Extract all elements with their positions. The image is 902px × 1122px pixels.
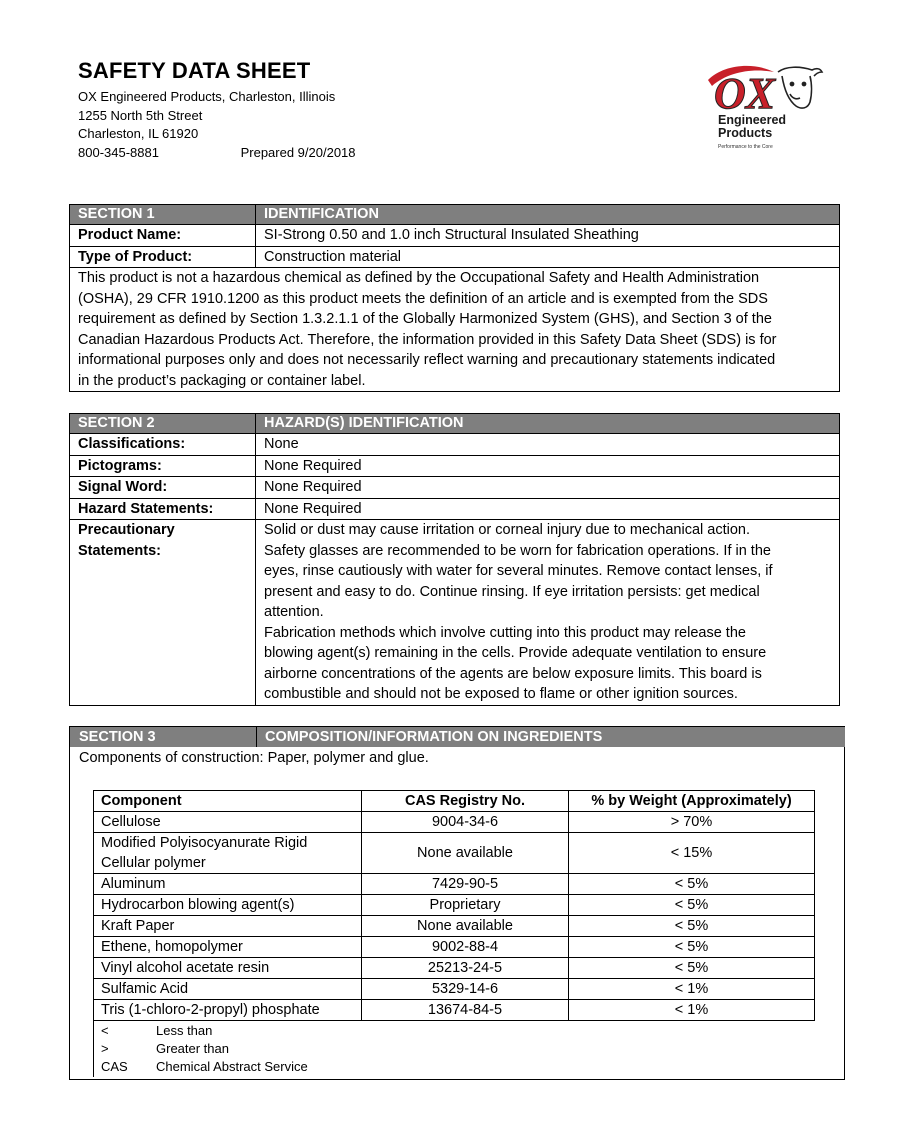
table-row: [94, 1000, 815, 1021]
signal-word-value: None Required: [256, 477, 840, 499]
bull-head-icon: [778, 67, 822, 108]
component-name: Tris (1-chloro-2-propyl) phosphate: [94, 1000, 362, 1021]
ox-logo: [704, 58, 824, 150]
legend-symbol: <: [101, 1023, 109, 1038]
component-name-line: Cellular polymer: [101, 855, 206, 871]
component-name: Sulfamic Acid: [94, 979, 362, 1000]
cas-number: 7429-90-5: [362, 874, 569, 895]
component-name-line: Modified Polyisocyanurate Rigid: [101, 835, 308, 851]
section-number: SECTION 3: [79, 729, 156, 745]
cas-number: 9004-34-6: [362, 812, 569, 833]
component-name: Aluminum: [94, 874, 362, 895]
product-name-label: Product Name:: [70, 225, 256, 247]
components-table: [93, 790, 815, 1077]
precautionary-line: attention.: [264, 604, 324, 620]
paragraph-line: informational purposes only and does not necessarily reflect warning and precautionary statements indicated: [78, 352, 776, 368]
legend-meaning: Greater than: [156, 1041, 229, 1056]
hazard-statements-label: Hazard Statements:: [70, 498, 256, 520]
section-header: [70, 726, 845, 747]
product-type-value: Construction material: [256, 246, 840, 268]
abbreviation-legend: [94, 1021, 815, 1078]
phone-number: 800-345-8881: [78, 144, 159, 160]
cas-number: 13674-84-5: [362, 1000, 569, 1021]
component-name: Ethene, homopolymer: [94, 937, 362, 958]
section-identification: [69, 204, 840, 392]
classifications-row: [70, 434, 840, 456]
section-number: SECTION 1: [70, 205, 256, 225]
table-row: [94, 812, 815, 833]
paragraph-line: Canadian Hazardous Products Act. Therefore, the information provided in this Safety Data Sheet (SDS) is for: [78, 331, 777, 348]
legend-symbol: CAS: [101, 1059, 128, 1074]
table-row: [94, 895, 815, 916]
legend-row: [94, 1021, 815, 1078]
signal-word-label: Signal Word:: [70, 477, 256, 499]
hazard-statements-value: None Required: [256, 498, 840, 520]
cas-number: None available: [362, 916, 569, 937]
legend-item: [101, 1040, 808, 1058]
cas-number: 5329-14-6: [362, 979, 569, 1000]
product-type-row: [70, 246, 840, 268]
precautionary-line: combustible and should not be exposed to flame or other ignition sources.: [264, 686, 738, 702]
section-header: [70, 414, 840, 434]
logo-line1: Engineered: [718, 113, 787, 127]
section-title: COMPOSITION/INFORMATION ON INGREDIENTS: [265, 729, 603, 745]
weight-percent: < 1%: [569, 1000, 815, 1021]
precautionary-label-line: Precautionary: [78, 522, 175, 538]
weight-percent: > 70%: [569, 812, 815, 833]
table-row: [94, 874, 815, 895]
logo-line2: Products: [718, 126, 773, 140]
cas-number: 9002-88-4: [362, 937, 569, 958]
legend-meaning: Chemical Abstract Service: [156, 1059, 308, 1074]
column-header-cas: CAS Registry No.: [362, 791, 569, 812]
signal-word-row: [70, 477, 840, 499]
product-name-value: SI-Strong 0.50 and 1.0 inch Structural Insulated Sheathing: [256, 225, 840, 247]
paragraph-line: in the product’s packaging or container label.: [78, 372, 366, 389]
logo-mark: OX: [714, 69, 776, 118]
table-row: [94, 979, 815, 1000]
city-address: Charleston, IL 61920: [78, 126, 199, 141]
hazard-statements-row: [70, 498, 840, 520]
section-hazards: [69, 413, 840, 706]
cas-number: Proprietary: [362, 895, 569, 916]
component-name: Hydrocarbon blowing agent(s): [94, 895, 362, 916]
precautionary-text: [256, 520, 840, 706]
weight-percent: < 1%: [569, 979, 815, 1000]
legend-item: [101, 1058, 808, 1076]
weight-percent: < 5%: [569, 937, 815, 958]
precautionary-label: [70, 520, 256, 706]
pictograms-value: None Required: [256, 455, 840, 477]
weight-percent: < 5%: [569, 958, 815, 979]
weight-percent: < 5%: [569, 916, 815, 937]
precautionary-line: Safety glasses are recommended to be worn for fabrication operations. If in the: [264, 542, 771, 559]
logo-tagline: Performance to the Core: [718, 144, 773, 150]
precautionary-line: blowing agent(s) remaining in the cells. Provide adequate ventilation to ensure: [264, 645, 767, 661]
product-type-label: Type of Product:: [70, 246, 256, 268]
table-header-row: [94, 791, 815, 812]
legend-meaning: Less than: [156, 1023, 213, 1038]
component-name: Vinyl alcohol acetate resin: [94, 958, 362, 979]
section-header: [70, 205, 840, 225]
precautionary-line: airborne concentrations of the agents are below exposure limits. This board is: [264, 665, 762, 682]
document-header: [78, 58, 356, 162]
paragraph-line: This product is not a hazardous chemical as defined by the Occupational Safety and Health Administration: [78, 270, 760, 286]
exemption-paragraph: [70, 268, 840, 392]
company-name: OX Engineered Products, Charleston, Illinois: [78, 89, 336, 104]
street-address: 1255 North 5th Street: [78, 107, 203, 123]
table-row: [94, 958, 815, 979]
precautionary-line: Solid or dust may cause irritation or corneal injury due to mechanical action.: [264, 522, 750, 538]
legend-item: [101, 1022, 808, 1040]
paragraph-line: requirement as defined by Section 1.3.2.1.1 of the Globally Harmonized System (GHS), and Section 3 of the: [78, 311, 772, 327]
classifications-value: None: [256, 434, 840, 456]
precautionary-label-line: Statements:: [78, 542, 161, 559]
component-name: Cellulose: [94, 812, 362, 833]
document-title: SAFETY DATA SHEET: [78, 58, 311, 83]
composition-intro: Components of construction: Paper, polymer and glue.: [79, 750, 429, 766]
header-divider: [256, 727, 257, 747]
component-name: Kraft Paper: [94, 916, 362, 937]
section-number: SECTION 2: [70, 414, 256, 434]
section-title: IDENTIFICATION: [256, 205, 840, 225]
section-composition: [69, 726, 845, 1080]
table-row: [94, 937, 815, 958]
weight-percent: < 15%: [569, 833, 815, 874]
column-header-weight: % by Weight (Approximately): [569, 791, 815, 812]
product-name-row: [70, 225, 840, 247]
classifications-label: Classifications:: [70, 434, 256, 456]
precautionary-line: present and easy to do. Continue rinsing. If eye irritation persists: get medical: [264, 583, 760, 600]
phone-line: [78, 144, 356, 163]
column-header-component: Component: [94, 791, 362, 812]
legend-symbol: >: [101, 1041, 109, 1056]
prepared-date: Prepared 9/20/2018: [240, 144, 356, 160]
weight-percent: < 5%: [569, 895, 815, 916]
weight-percent: < 5%: [569, 874, 815, 895]
table-row: [94, 916, 815, 937]
pictograms-label: Pictograms:: [70, 455, 256, 477]
precautionary-line: eyes, rinse cautiously with water for several minutes. Remove contact lenses, if: [264, 563, 773, 579]
cas-number: None available: [362, 833, 569, 874]
table-row: [94, 833, 815, 874]
cas-number: 25213-24-5: [362, 958, 569, 979]
precautionary-row: [70, 520, 840, 706]
precautionary-line: Fabrication methods which involve cutting into this product may release the: [264, 624, 746, 641]
exemption-paragraph-row: [70, 268, 840, 392]
component-name: [94, 833, 362, 874]
pictograms-row: [70, 455, 840, 477]
section-title: HAZARD(S) IDENTIFICATION: [256, 414, 840, 434]
paragraph-line: (OSHA), 29 CFR 1910.1200 as this product meets the definition of an article and is exempted from the SDS: [78, 290, 768, 307]
